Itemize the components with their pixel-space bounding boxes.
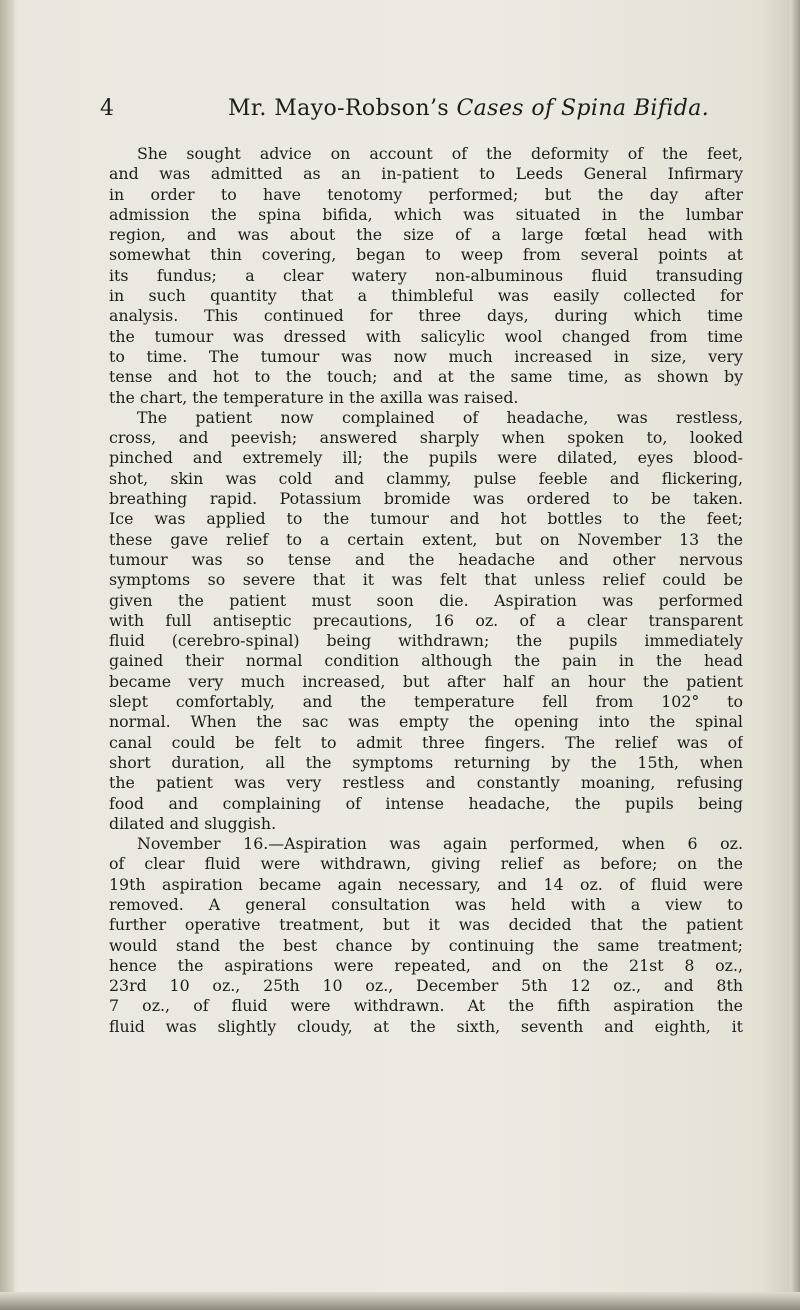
text-line: in such quantity that a thimbleful was easily collected for — [109, 286, 743, 306]
title-italic: Cases of Spina Bifida. — [456, 96, 710, 121]
text-line: symptoms so severe that it was felt that unless relief could be — [109, 570, 743, 590]
text-line: fluid (cerebro-spinal) being withdrawn; the pupils immediately — [109, 631, 743, 651]
text-line: hence the aspirations were repeated, and on the 21st 8 oz., — [109, 955, 743, 975]
text-line: admission the spina bifida, which was situated in the lumbar — [109, 204, 743, 224]
text-line: these gave relief to a certain extent, but on November 13 the — [109, 529, 743, 549]
text-line: food and complaining of intense headache, the pupils being — [109, 793, 743, 813]
text-line: The patient now complained of headache, was restless, — [137, 407, 743, 427]
page-bottom-edge — [0, 1292, 800, 1310]
text-line: November 16.—Aspiration was again performed, when 6 oz. — [137, 834, 743, 854]
text-line: 23rd 10 oz., 25th 10 oz., December 5th 12 oz., and 8th — [109, 976, 743, 996]
text-line: dilated and sluggish. — [109, 813, 277, 833]
title-prefix: Mr. Mayo-Robson’s — [228, 96, 457, 121]
text-line: Ice was applied to the tumour and hot bottles to the feet; — [109, 509, 743, 529]
text-line: of clear fluid were withdrawn, giving relief as before; on the — [109, 854, 743, 874]
text-line: and was admitted as an in-patient to Leeds General Infirmary — [109, 164, 743, 184]
text-line: its fundus; a clear watery non-albuminous fluid transuding — [109, 265, 743, 285]
text-line: in order to have tenotomy performed; but the day after — [109, 184, 743, 204]
text-line: canal could be felt to admit three fingers. The relief was of — [109, 732, 743, 752]
text-line: the patient was very restless and constantly moaning, refusing — [109, 773, 743, 793]
text-line: given the patient must soon die. Aspiration was performed — [109, 590, 743, 610]
text-line: region, and was about the size of a large fœtal head with — [109, 225, 743, 245]
text-line: 7 oz., of fluid were withdrawn. At the fifth aspiration the — [109, 996, 743, 1016]
page-number: 4 — [100, 96, 115, 121]
body-text — [109, 144, 743, 1037]
text-line: She sought advice on account of the deformity of the feet, — [137, 144, 743, 163]
text-line: would stand the best chance by continuing the same treatment; — [109, 935, 743, 955]
running-head — [100, 96, 750, 136]
text-line: somewhat thin covering, began to weep from several points at — [109, 245, 743, 265]
text-line: analysis. This continued for three days, during which time — [109, 306, 743, 326]
text-line: short duration, all the symptoms returning by the 15th, when — [109, 752, 743, 772]
text-line: normal. When the sac was empty the opening into the spinal — [109, 712, 743, 732]
text-line: removed. A general consultation was held with a view to — [109, 894, 743, 914]
text-line: tumour was so tense and the headache and other nervous — [109, 549, 743, 569]
text-line: the tumour was dressed with salicylic wool changed from time — [109, 326, 743, 346]
text-line: gained their normal condition although the pain in the head — [109, 651, 743, 671]
text-line: to time. The tumour was now much increased in size, very — [109, 346, 743, 366]
text-line: cross, and peevish; answered sharply when spoken to, looked — [109, 428, 743, 448]
text-line: with full antiseptic precautions, 16 oz. of a clear transparent — [109, 610, 743, 630]
text-line: slept comfortably, and the temperature fell from 102° to — [109, 692, 743, 712]
text-line: became very much increased, but after half an hour the patient — [109, 671, 743, 691]
binding-gutter — [0, 0, 14, 1310]
text-line: shot, skin was cold and clammy, pulse feeble and flickering, — [109, 468, 743, 488]
text-line: breathing rapid. Potassium bromide was ordered to be taken. — [109, 489, 743, 509]
text-line: further operative treatment, but it was decided that the patient — [109, 915, 743, 935]
page-right-edge — [790, 0, 800, 1310]
text-line: tense and hot to the touch; and at the same time, as shown by — [109, 367, 743, 387]
text-line: 19th aspiration became again necessary, and 14 oz. of fluid were — [109, 874, 743, 894]
text-line: fluid was slightly cloudy, at the sixth, seventh and eighth, it — [109, 1016, 743, 1036]
text-line: pinched and extremely ill; the pupils were dilated, eyes blood- — [109, 448, 743, 468]
page-title — [228, 96, 709, 121]
text-line: the chart, the temperature in the axilla was raised. — [109, 387, 519, 407]
